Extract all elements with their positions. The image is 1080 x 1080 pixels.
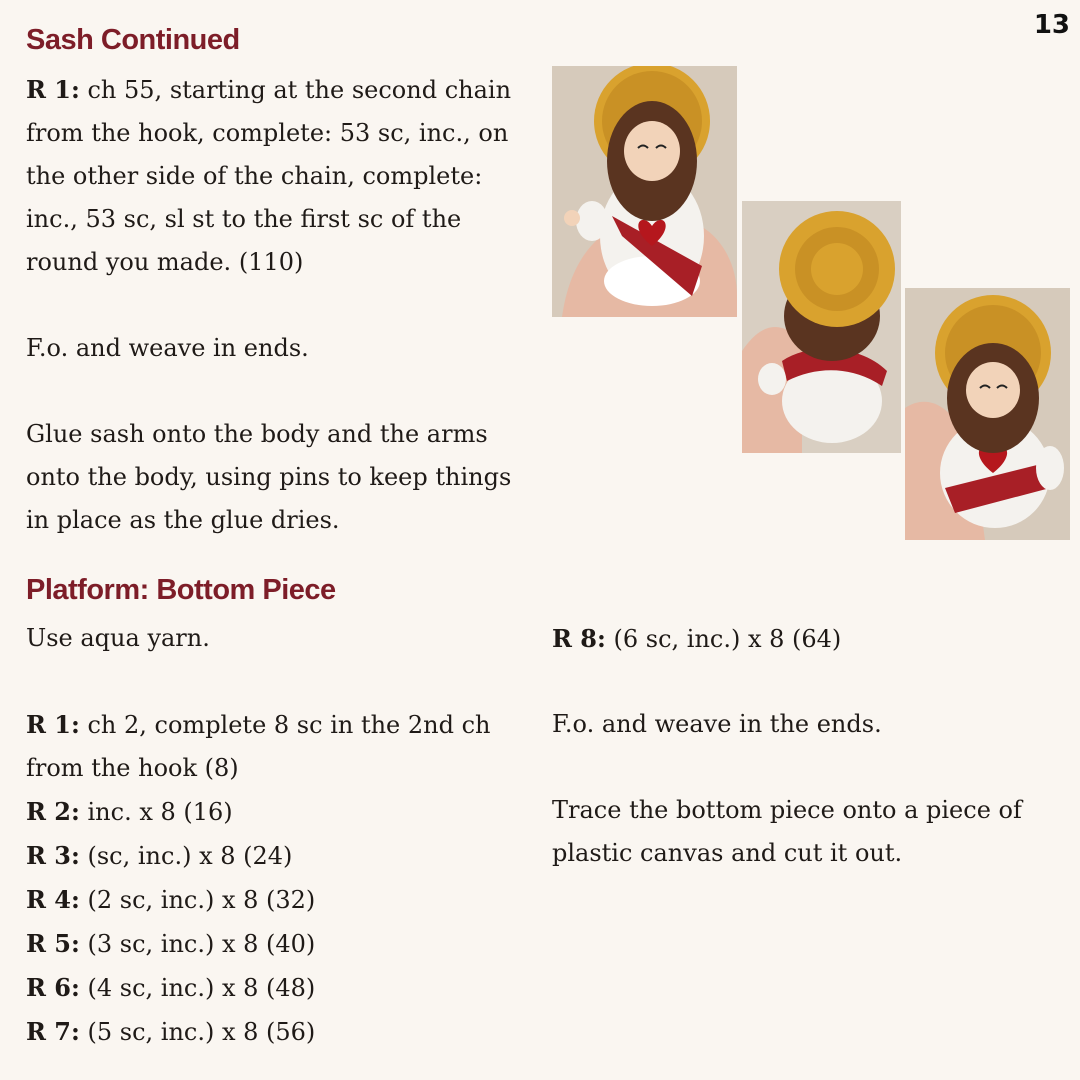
platform-round-7	[26, 1010, 536, 1054]
platform-round-6-label: R 6:	[26, 973, 80, 1002]
jesus-amigurumi-back-photo-icon	[742, 201, 901, 453]
platform-round-6-text: (4 sc, inc.) x 8 (48)	[79, 974, 316, 1002]
jesus-amigurumi-side-photo-icon	[905, 288, 1070, 540]
platform-round-7-label: R 7:	[26, 1017, 80, 1046]
platform-round-3	[26, 834, 536, 878]
platform-round-4-text: (2 sc, inc.) x 8 (32)	[79, 886, 316, 914]
sash-glue-instructions: Glue sash onto the body and the arms onto the body, using pins to keep things in place as the glue dries.	[26, 420, 512, 534]
platform-round-1-label: R 1:	[26, 710, 80, 739]
platform-round-8	[552, 617, 1052, 661]
platform-round-3-label: R 3:	[26, 841, 80, 870]
sash-round-1-label: R 1:	[26, 75, 80, 104]
sash-heading: Sash Continued	[26, 24, 240, 56]
platform-round-3-text: (sc, inc.) x 8 (24)	[79, 842, 293, 870]
page-number: 13	[1033, 10, 1070, 40]
platform-round-2	[26, 790, 536, 834]
platform-rounds-list	[26, 703, 536, 1054]
platform-round-2-text: inc. x 8 (16)	[79, 798, 233, 826]
platform-round-2-label: R 2:	[26, 797, 80, 826]
platform-intro: Use aqua yarn.	[26, 624, 210, 652]
platform-round-5-label: R 5:	[26, 929, 80, 958]
platform-fasten-off: F.o. and weave in the ends.	[552, 710, 882, 738]
sash-fasten-off: F.o. and weave in ends.	[26, 334, 309, 362]
platform-heading: Platform: Bottom Piece	[26, 574, 336, 606]
platform-round-7-text: (5 sc, inc.) x 8 (56)	[79, 1018, 316, 1046]
platform-round-5	[26, 922, 536, 966]
sash-round-1	[26, 68, 536, 284]
platform-round-1-text: ch 2, complete 8 sc in the 2nd ch from the hook (8)	[26, 711, 491, 782]
platform-round-4-label: R 4:	[26, 885, 80, 914]
platform-round-8-label: R 8:	[552, 624, 606, 653]
platform-round-8-text: (6 sc, inc.) x 8 (64)	[605, 625, 842, 653]
platform-round-6	[26, 966, 536, 1010]
platform-trace-instructions: Trace the bottom piece onto a piece of plastic canvas and cut it out.	[552, 796, 1022, 867]
jesus-amigurumi-front-photo-icon	[552, 66, 737, 317]
platform-round-5-text: (3 sc, inc.) x 8 (40)	[79, 930, 316, 958]
front-view-photo	[552, 66, 737, 317]
side-view-photo	[905, 288, 1070, 540]
back-view-photo	[742, 201, 901, 453]
platform-round-1	[26, 703, 496, 790]
sash-round-1-text: ch 55, starting at the second chain from the hook, complete: 53 sc, inc., on the other side of the chain, complete: inc., 53 sc, sl st to the first sc of the round you made. (110)	[26, 76, 512, 276]
platform-round-4	[26, 878, 536, 922]
